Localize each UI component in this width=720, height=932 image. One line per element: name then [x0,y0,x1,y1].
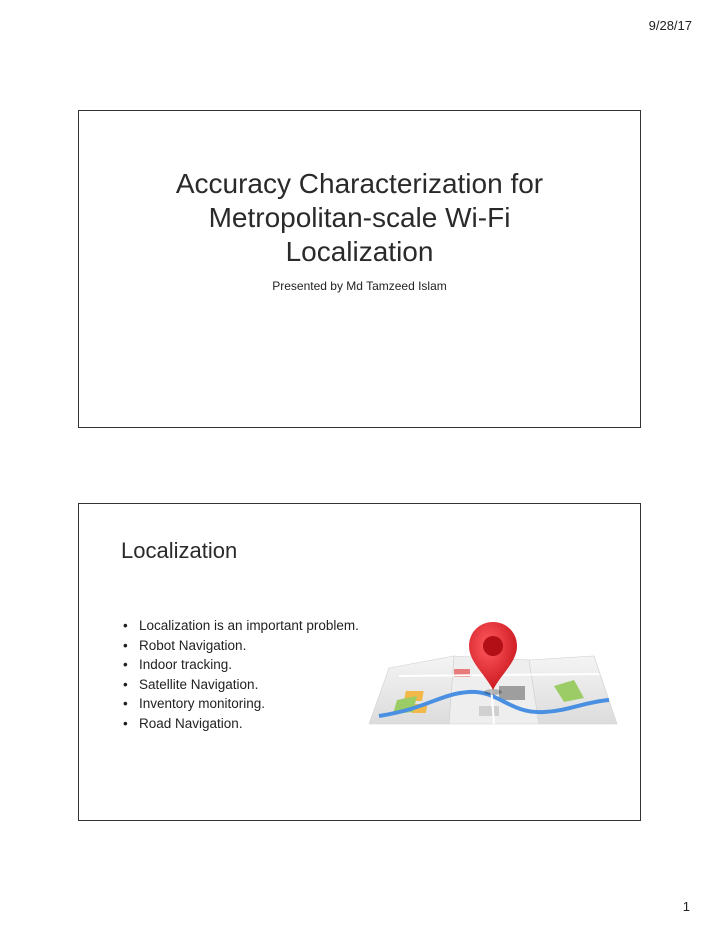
bullet-dot: • [123,676,128,692]
bullet-text: Robot Navigation. [139,637,247,653]
bullet-item [123,616,359,636]
bullet-text: Inventory monitoring. [139,696,266,711]
bullet-list [123,616,359,733]
slide-title-heading [79,167,640,269]
slide-title [78,110,641,428]
header-date: 9/28/17 [648,18,692,33]
slide-heading: Localization [121,538,238,563]
location-pin-hole [483,636,503,656]
map-block [479,706,499,716]
bullet-item [123,694,359,714]
bullet-text: Road Navigation. [139,715,243,731]
presenter-subtitle: Presented by Md Tamzeed Islam [272,279,447,293]
bullet-text: Satellite Navigation. [139,676,259,692]
bullet-text: Indoor tracking. [139,657,233,672]
title-line-1: Accuracy Characterization for [175,168,544,199]
title-line-2: Metropolitan-scale Wi-Fi [208,202,511,233]
bullet-dot: • [123,637,128,653]
bullet-dot: • [123,657,128,672]
page-number: 1 [682,899,690,914]
bullet-text: Localization is an important problem. [139,618,359,633]
bullet-item [123,655,359,675]
bullet-dot: • [123,696,128,711]
slide-localization [78,503,641,821]
map-block [499,686,525,700]
title-line-3: Localization [285,236,434,267]
bullet-item [123,714,359,734]
bullet-item [123,636,359,656]
map-with-location-pin-icon [369,616,619,731]
bullet-item [123,675,359,695]
bullet-dot: • [123,618,128,633]
bullet-dot: • [123,715,128,731]
